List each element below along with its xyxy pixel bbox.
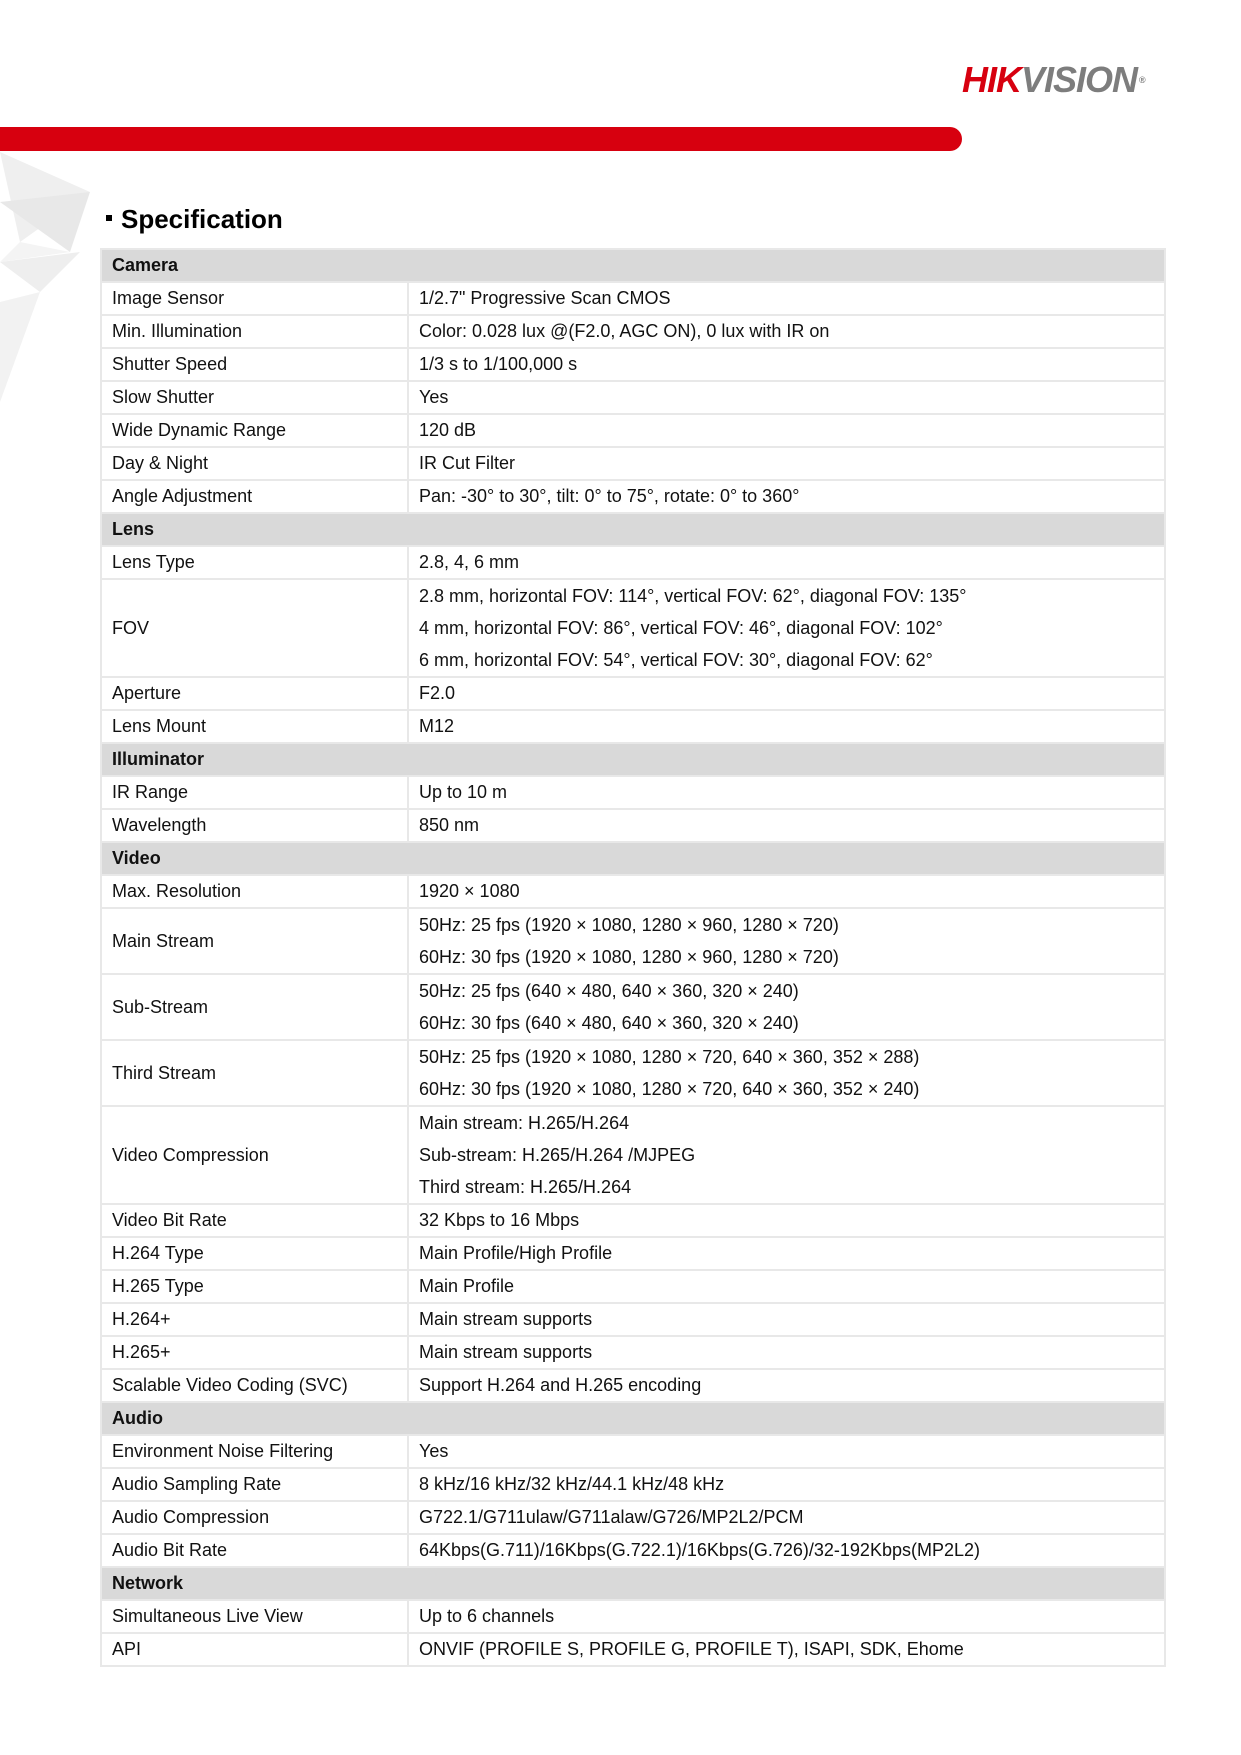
spec-row [101, 1600, 1165, 1633]
spec-value-cell [408, 1040, 1165, 1106]
registered-mark: ® [1139, 75, 1145, 85]
spec-key: Image Sensor [101, 282, 408, 315]
spec-value: Main stream supports [419, 1342, 593, 1362]
spec-key: Slow Shutter [101, 381, 408, 414]
spec-key: Min. Illumination [101, 315, 408, 348]
spec-row [101, 1501, 1165, 1534]
spec-key: Wavelength [101, 809, 408, 842]
spec-value-cell [408, 908, 1165, 974]
spec-row [101, 809, 1165, 842]
section-title: Camera [101, 249, 1165, 282]
spec-value-cell [408, 447, 1165, 480]
spec-value: 120 dB [419, 420, 477, 440]
spec-value: Pan: -30° to 30°, tilt: 0° to 75°, rotate: 0° to 360° [419, 486, 800, 506]
spec-key: Video Compression [101, 1106, 408, 1204]
spec-value-cell [408, 282, 1165, 315]
spec-key: Wide Dynamic Range [101, 414, 408, 447]
spec-row [101, 381, 1165, 414]
spec-key: Scalable Video Coding (SVC) [101, 1369, 408, 1402]
spec-row [101, 1106, 1165, 1204]
spec-value: 6 mm, horizontal FOV: 54°, vertical FOV: 30°, diagonal FOV: 62° [419, 650, 933, 670]
spec-value: ONVIF (PROFILE S, PROFILE G, PROFILE T), ISAPI, SDK, Ehome [419, 1639, 964, 1659]
spec-value-cell [408, 1336, 1165, 1369]
spec-value: F2.0 [419, 683, 456, 703]
spec-value: M12 [419, 716, 455, 736]
spec-key: Lens Type [101, 546, 408, 579]
spec-row [101, 447, 1165, 480]
spec-key: Shutter Speed [101, 348, 408, 381]
spec-row [101, 1204, 1165, 1237]
spec-value-cell [408, 1501, 1165, 1534]
spec-value-cell [408, 381, 1165, 414]
spec-row [101, 1369, 1165, 1402]
spec-value-cell [408, 1303, 1165, 1336]
spec-row [101, 315, 1165, 348]
specification-table [100, 248, 1166, 1667]
spec-value-cell [408, 546, 1165, 579]
section-title: Video [101, 842, 1165, 875]
spec-value-cell [408, 1270, 1165, 1303]
spec-key: Audio Compression [101, 1501, 408, 1534]
spec-value-cell [408, 677, 1165, 710]
spec-key: Audio Sampling Rate [101, 1468, 408, 1501]
spec-value-cell [408, 315, 1165, 348]
spec-row [101, 908, 1165, 974]
logo-text-secondary: VISION [1021, 59, 1138, 100]
spec-value: Main Profile [419, 1276, 515, 1296]
spec-row [101, 1237, 1165, 1270]
spec-value: 1/3 s to 1/100,000 s [419, 354, 578, 374]
spec-row [101, 1468, 1165, 1501]
spec-key: H.265+ [101, 1336, 408, 1369]
spec-key: Environment Noise Filtering [101, 1435, 408, 1468]
spec-key: Aperture [101, 677, 408, 710]
spec-key: Third Stream [101, 1040, 408, 1106]
spec-key: Max. Resolution [101, 875, 408, 908]
spec-row [101, 776, 1165, 809]
hikvision-logo [962, 60, 1145, 100]
spec-value: 60Hz: 30 fps (1920 × 1080, 1280 × 720, 640 × 360, 352 × 240) [419, 1079, 920, 1099]
spec-value: Sub-stream: H.265/H.264 /MJPEG [419, 1145, 696, 1165]
spec-row [101, 1435, 1165, 1468]
spec-row [101, 1633, 1165, 1666]
spec-key: IR Range [101, 776, 408, 809]
spec-value: Third stream: H.265/H.264 [419, 1177, 632, 1197]
spec-value: 8 kHz/16 kHz/32 kHz/44.1 kHz/48 kHz [419, 1474, 725, 1494]
spec-value-cell [408, 1204, 1165, 1237]
spec-value-cell [408, 1369, 1165, 1402]
spec-value: 32 Kbps to 16 Mbps [419, 1210, 580, 1230]
section-header-row [101, 1402, 1165, 1435]
spec-value: 64Kbps(G.711)/16Kbps(G.722.1)/16Kbps(G.726)/32-192Kbps(MP2L2) [419, 1540, 980, 1560]
spec-key: H.264+ [101, 1303, 408, 1336]
spec-key: Sub-Stream [101, 974, 408, 1040]
spec-row [101, 875, 1165, 908]
spec-row [101, 677, 1165, 710]
spec-value: 60Hz: 30 fps (640 × 480, 640 × 360, 320 × 240) [419, 1013, 799, 1033]
section-header-row [101, 249, 1165, 282]
spec-row [101, 282, 1165, 315]
spec-key: H.265 Type [101, 1270, 408, 1303]
spec-value: Yes [419, 1441, 449, 1461]
spec-key: Day & Night [101, 447, 408, 480]
spec-row [101, 546, 1165, 579]
spec-row [101, 1303, 1165, 1336]
spec-value: 4 mm, horizontal FOV: 86°, vertical FOV: 46°, diagonal FOV: 102° [419, 618, 943, 638]
section-header-row [101, 743, 1165, 776]
page-title [106, 203, 283, 235]
spec-value: 1/2.7" Progressive Scan CMOS [419, 288, 671, 308]
spec-value-cell [408, 1106, 1165, 1204]
spec-key: Audio Bit Rate [101, 1534, 408, 1567]
spec-value-cell [408, 480, 1165, 513]
spec-row [101, 710, 1165, 743]
spec-value: 50Hz: 25 fps (1920 × 1080, 1280 × 960, 1280 × 720) [419, 915, 839, 935]
spec-row [101, 1336, 1165, 1369]
spec-value: Color: 0.028 lux @(F2.0, AGC ON), 0 lux with IR on [419, 321, 830, 341]
spec-value: 50Hz: 25 fps (1920 × 1080, 1280 × 720, 640 × 360, 352 × 288) [419, 1047, 920, 1067]
spec-value: 850 nm [419, 815, 480, 835]
spec-key: API [101, 1633, 408, 1666]
spec-value: Yes [419, 387, 449, 407]
spec-value-cell [408, 974, 1165, 1040]
spec-value-cell [408, 348, 1165, 381]
spec-value: 50Hz: 25 fps (640 × 480, 640 × 360, 320 × 240) [419, 981, 799, 1001]
spec-value-cell [408, 1600, 1165, 1633]
spec-row [101, 974, 1165, 1040]
spec-value: 2.8 mm, horizontal FOV: 114°, vertical FOV: 62°, diagonal FOV: 135° [419, 586, 967, 606]
logo-text-primary: HIK [962, 59, 1021, 100]
watermark-star-graphic [0, 152, 100, 412]
spec-value: G722.1/G711ulaw/G711alaw/G726/MP2L2/PCM [419, 1507, 804, 1527]
spec-value-cell [408, 875, 1165, 908]
header-red-bar [0, 127, 962, 151]
spec-value-cell [408, 1534, 1165, 1567]
section-title: Audio [101, 1402, 1165, 1435]
spec-key: Lens Mount [101, 710, 408, 743]
spec-row [101, 414, 1165, 447]
section-title: Illuminator [101, 743, 1165, 776]
spec-value: IR Cut Filter [419, 453, 516, 473]
spec-value: Main stream: H.265/H.264 [419, 1113, 630, 1133]
spec-value: Up to 10 m [419, 782, 508, 802]
spec-value: Up to 6 channels [419, 1606, 555, 1626]
spec-value: 2.8, 4, 6 mm [419, 552, 520, 572]
spec-row [101, 579, 1165, 677]
spec-key: H.264 Type [101, 1237, 408, 1270]
spec-value-cell [408, 1633, 1165, 1666]
section-title: Network [101, 1567, 1165, 1600]
section-title: Lens [101, 513, 1165, 546]
spec-value: 1920 × 1080 [419, 881, 520, 901]
spec-row [101, 480, 1165, 513]
spec-key: Angle Adjustment [101, 480, 408, 513]
spec-value: 60Hz: 30 fps (1920 × 1080, 1280 × 960, 1280 × 720) [419, 947, 839, 967]
spec-key: Main Stream [101, 908, 408, 974]
section-header-row [101, 1567, 1165, 1600]
spec-value-cell [408, 1468, 1165, 1501]
section-header-row [101, 513, 1165, 546]
square-bullet-icon [106, 215, 112, 221]
spec-row [101, 348, 1165, 381]
section-header-row [101, 842, 1165, 875]
spec-value-cell [408, 414, 1165, 447]
spec-value: Support H.264 and H.265 encoding [419, 1375, 702, 1395]
spec-value-cell [408, 809, 1165, 842]
spec-key: Simultaneous Live View [101, 1600, 408, 1633]
spec-value-cell [408, 1237, 1165, 1270]
spec-value-cell [408, 579, 1165, 677]
spec-key: FOV [101, 579, 408, 677]
spec-value-cell [408, 776, 1165, 809]
spec-key: Video Bit Rate [101, 1204, 408, 1237]
spec-row [101, 1534, 1165, 1567]
spec-row [101, 1040, 1165, 1106]
spec-value: Main stream supports [419, 1309, 593, 1329]
spec-value: Main Profile/High Profile [419, 1243, 613, 1263]
spec-row [101, 1270, 1165, 1303]
page-title-text: Specification [121, 204, 283, 234]
spec-value-cell [408, 710, 1165, 743]
spec-value-cell [408, 1435, 1165, 1468]
